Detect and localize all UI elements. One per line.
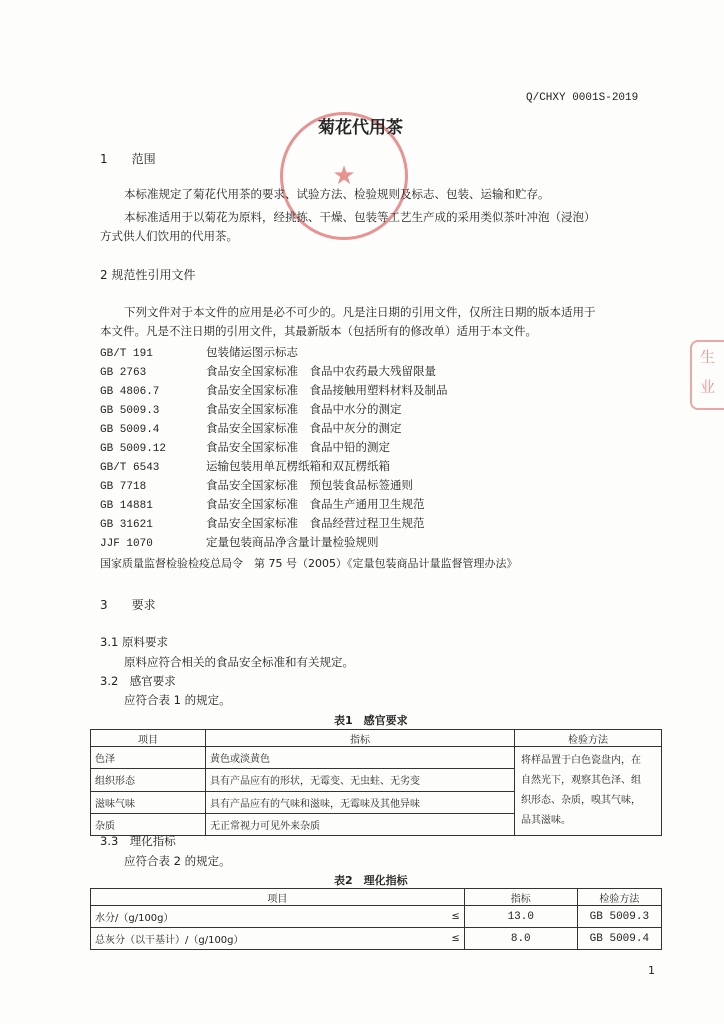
table-row [91, 928, 662, 950]
table-cell: GB 5009.4 [577, 928, 661, 950]
section-2-p1b: 本文件。凡是不注日期的引用文件，其最新版本（包括所有的修改单）适用于本文件。 [100, 324, 537, 338]
section-3-1-heading: 3.1 原料要求 [100, 635, 168, 649]
ref-row [100, 458, 390, 474]
seal-star-icon: ★ [332, 161, 356, 191]
ref-title: 包装储运图示标志 [206, 345, 298, 359]
ref-code: GB 5009.12 [100, 443, 167, 455]
ref-row [100, 534, 379, 550]
table-cell: 组织形态 [91, 769, 206, 791]
table-cell: GB 5009.3 [577, 906, 661, 928]
table-cell: 总灰分（以干基计）/（g/100g） [91, 928, 436, 950]
edge-stamp-char: 业 [700, 378, 716, 396]
table-1 [90, 729, 662, 836]
ref-code: GB 5009.4 [100, 424, 160, 436]
ref-code: GB 5009.3 [100, 405, 160, 417]
table-header: 项目 [91, 730, 206, 747]
table-header: 项目 [91, 889, 465, 906]
ref-code: GB 4806.7 [100, 386, 160, 398]
section-3-2-heading: 3.2 感官要求 [100, 674, 176, 688]
ref-code: GB/T 191 [100, 348, 153, 360]
table-cell: 无正常视力可见外来杂质 [206, 813, 515, 835]
table-header: 指标 [464, 889, 577, 906]
table-cell: 13.0 [464, 906, 577, 928]
section-3-3-heading: 3.3 理化指标 [100, 834, 176, 848]
section-1-heading: 1 范围 [100, 152, 156, 166]
table-cell: 具有产品应有的气味和滋味，无霉味及其他异味 [206, 791, 515, 813]
page-title: 菊花代用茶 [318, 118, 403, 138]
page-number: 1 [648, 964, 655, 977]
table-row [91, 747, 662, 769]
table-cell: 具有产品应有的形状，无霉变、无虫蛀、无劣变 [206, 769, 515, 791]
ref-title: 定量包装商品净含量计量检验规则 [206, 535, 379, 549]
ref-row [100, 477, 413, 493]
ref-code: JJF 1070 [100, 538, 153, 550]
edge-stamp-char: 生 [700, 348, 716, 366]
table-cell: 滋味气味 [91, 791, 206, 813]
ref-title: 食品安全国家标准 预包装食品标签通则 [206, 478, 413, 492]
ref-row [100, 344, 298, 360]
ref-title: 食品安全国家标准 食品生产通用卫生规范 [206, 497, 425, 511]
section-3-heading: 3 要求 [100, 598, 156, 612]
ref-title: 运输包装用单瓦楞纸箱和双瓦楞纸箱 [206, 459, 390, 473]
section-1-p1: 本标准规定了菊花代用茶的要求、试验方法、检验规则及标志、包装、运输和贮存。 [124, 187, 550, 201]
table-cell: 色泽 [91, 747, 206, 769]
table-1-method-cell [515, 747, 662, 836]
method-line: 自然光下，观察其色泽、组 [521, 775, 641, 786]
ref-code: GB 2763 [100, 367, 147, 379]
ref-code: GB 14881 [100, 500, 153, 512]
ref-row [100, 382, 448, 398]
table-2-caption: 表2 理化指标 [334, 874, 408, 887]
ref-code: GB 31621 [100, 519, 153, 531]
ref-row [100, 496, 425, 512]
method-line: 将样品置于白色瓷盘内，在 [521, 755, 641, 766]
table-cell: 水分/（g/100g） [91, 906, 436, 928]
table-cell: ≤ [436, 906, 465, 928]
ref-code: GB/T 6543 [100, 462, 160, 474]
ref-code: GB 7718 [100, 481, 147, 493]
table-cell: 黄色或淡黄色 [206, 747, 515, 769]
section-1-p2b: 方式供人们饮用的代用茶。 [100, 229, 238, 243]
table-cell: 杂质 [91, 813, 206, 835]
section-3-1-text: 原料应符合相关的食品安全标准和有关规定。 [124, 655, 354, 669]
ref-row [100, 420, 402, 436]
ref-title: 食品安全国家标准 食品中铅的测定 [206, 440, 390, 454]
section-3-3-text: 应符合表 2 的规定。 [124, 854, 231, 868]
section-3-2-text: 应符合表 1 的规定。 [124, 693, 231, 707]
ref-row [100, 515, 425, 531]
header-code: Q/CHXY 0001S-2019 [526, 92, 639, 104]
ref-title: 食品安全国家标准 食品经营过程卫生规范 [206, 516, 425, 530]
ref-title: 食品安全国家标准 食品中农药最大残留限量 [206, 364, 436, 378]
ref-title: 食品安全国家标准 食品中水分的测定 [206, 402, 402, 416]
table-header: 检验方法 [515, 730, 662, 747]
table-header: 检验方法 [577, 889, 661, 906]
edge-stamp [690, 340, 724, 410]
table-2 [90, 888, 662, 950]
method-line: 品其滋味。 [521, 815, 571, 826]
method-line: 织形态、杂质，嗅其气味， [521, 795, 641, 806]
ref-row [100, 439, 390, 455]
decree-line: 国家质量监督检验检疫总局令 第 75 号（2005）《定量包装商品计量监督管理办法》 [100, 557, 518, 570]
table-cell: ≤ [436, 928, 465, 950]
section-2-heading: 2 规范性引用文件 [100, 268, 196, 282]
table-cell: 8.0 [464, 928, 577, 950]
ref-title: 食品安全国家标准 食品接触用塑料材料及制品 [206, 383, 448, 397]
section-1-p2a: 本标准适用于以菊花为原料，经挑拣、干燥、包装等工艺生产成的采用类似茶叶冲泡（浸泡） [124, 210, 596, 224]
ref-row [100, 363, 436, 379]
ref-row [100, 401, 402, 417]
table-header: 指标 [206, 730, 515, 747]
table-1-caption: 表1 感官要求 [334, 714, 408, 727]
table-row [91, 906, 662, 928]
ref-title: 食品安全国家标准 食品中灰分的测定 [206, 421, 402, 435]
section-2-p1a: 下列文件对于本文件的应用是必不可少的。凡是注日期的引用文件，仅所注日期的版本适用于 [124, 305, 596, 319]
